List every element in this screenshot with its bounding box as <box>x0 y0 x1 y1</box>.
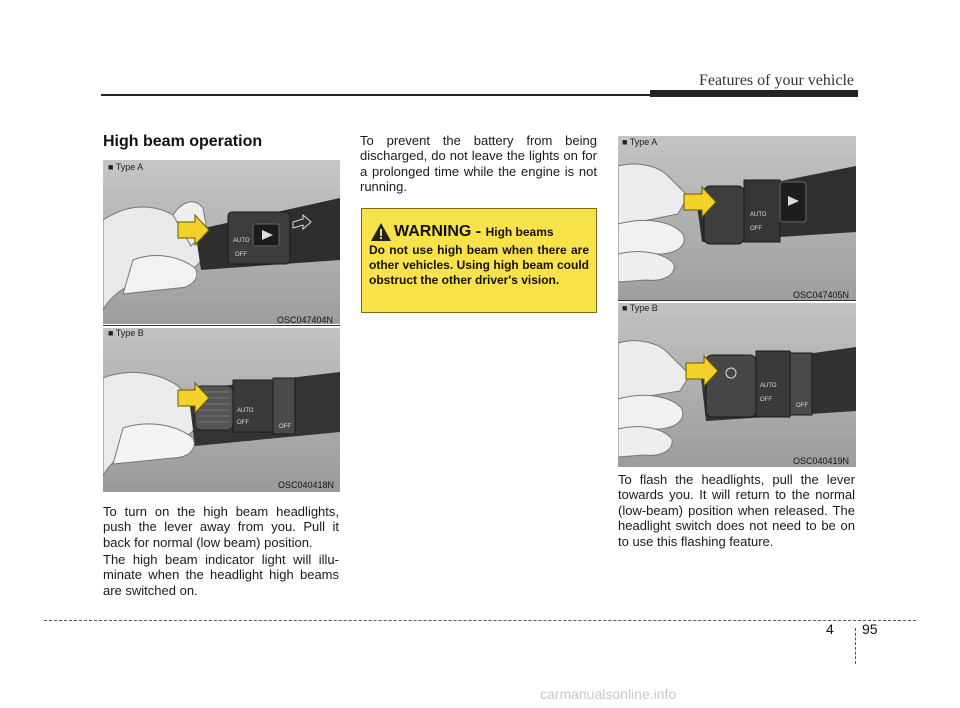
lever-off-text: OFF <box>237 420 249 426</box>
section-title: Features of your vehicle <box>698 72 854 89</box>
figure-rule <box>103 325 340 326</box>
figure-type-label: ■ Type B <box>108 328 144 338</box>
lever-off-text: OFF <box>750 226 762 232</box>
lever-auto-text: AUTO <box>237 408 254 414</box>
figure-code: OSC040419N <box>793 456 850 466</box>
lever-off-text: OFF <box>235 252 247 258</box>
section-heading: High beam operation <box>103 133 263 150</box>
header-tab-bar <box>650 90 858 97</box>
lever-off-text: OFF <box>760 397 772 403</box>
lever-off-text: OFF <box>796 403 808 409</box>
lever-auto-text: AUTO <box>750 212 767 218</box>
paragraph: To prevent the battery from being discharged, do not leave the lights on for a prolonged time while the engine is not running. <box>360 133 597 195</box>
figure-code: OSC047404N <box>277 315 334 325</box>
chapter-number: 4 <box>826 621 834 637</box>
warning-body: Do not use high beam when there are other vehicles. Using high beam could obstruct the other driver's vision. <box>369 243 589 287</box>
figure-type-label: ■ Type A <box>622 137 658 147</box>
warning-box <box>361 208 597 313</box>
figure-type-b-pull <box>618 303 856 467</box>
figure-type-a-push <box>103 160 340 324</box>
lever-off-text: OFF <box>279 424 291 430</box>
warning-subtitle: High beams <box>485 225 554 239</box>
figure-code: OSC047405N <box>793 290 850 300</box>
warning-triangle-icon <box>370 222 392 242</box>
paragraph: To flash the headlights, pull the lever towards you. It will return to the normal (low-beam) position when released. The headlight switch does not need to be on to use this flashing feature. <box>618 472 855 549</box>
warning-title <box>394 223 554 241</box>
figure-type-a-pull <box>618 136 856 300</box>
paragraph: The high beam indicator light will illuminate when the headlight high beams are switched on. <box>103 552 339 598</box>
watermark: carmanualsonline.info <box>540 686 677 702</box>
paragraph: To turn on the high beam headlights, push the lever away from you. Pull it back for normal (low beam) position. <box>103 504 339 550</box>
page-number: 95 <box>862 621 878 637</box>
warning-label: WARNING - <box>394 223 482 240</box>
figure-rule <box>618 300 856 301</box>
figure-type-b-push <box>103 328 340 492</box>
figure-type-label: ■ Type A <box>108 162 144 172</box>
footer-divider <box>855 628 856 664</box>
footer-rule <box>44 620 916 621</box>
figure-type-label: ■ Type B <box>622 303 658 313</box>
lever-auto-text: AUTO <box>760 383 777 389</box>
figure-code: OSC040418N <box>278 480 335 490</box>
lever-auto-text: AUTO <box>233 238 250 244</box>
